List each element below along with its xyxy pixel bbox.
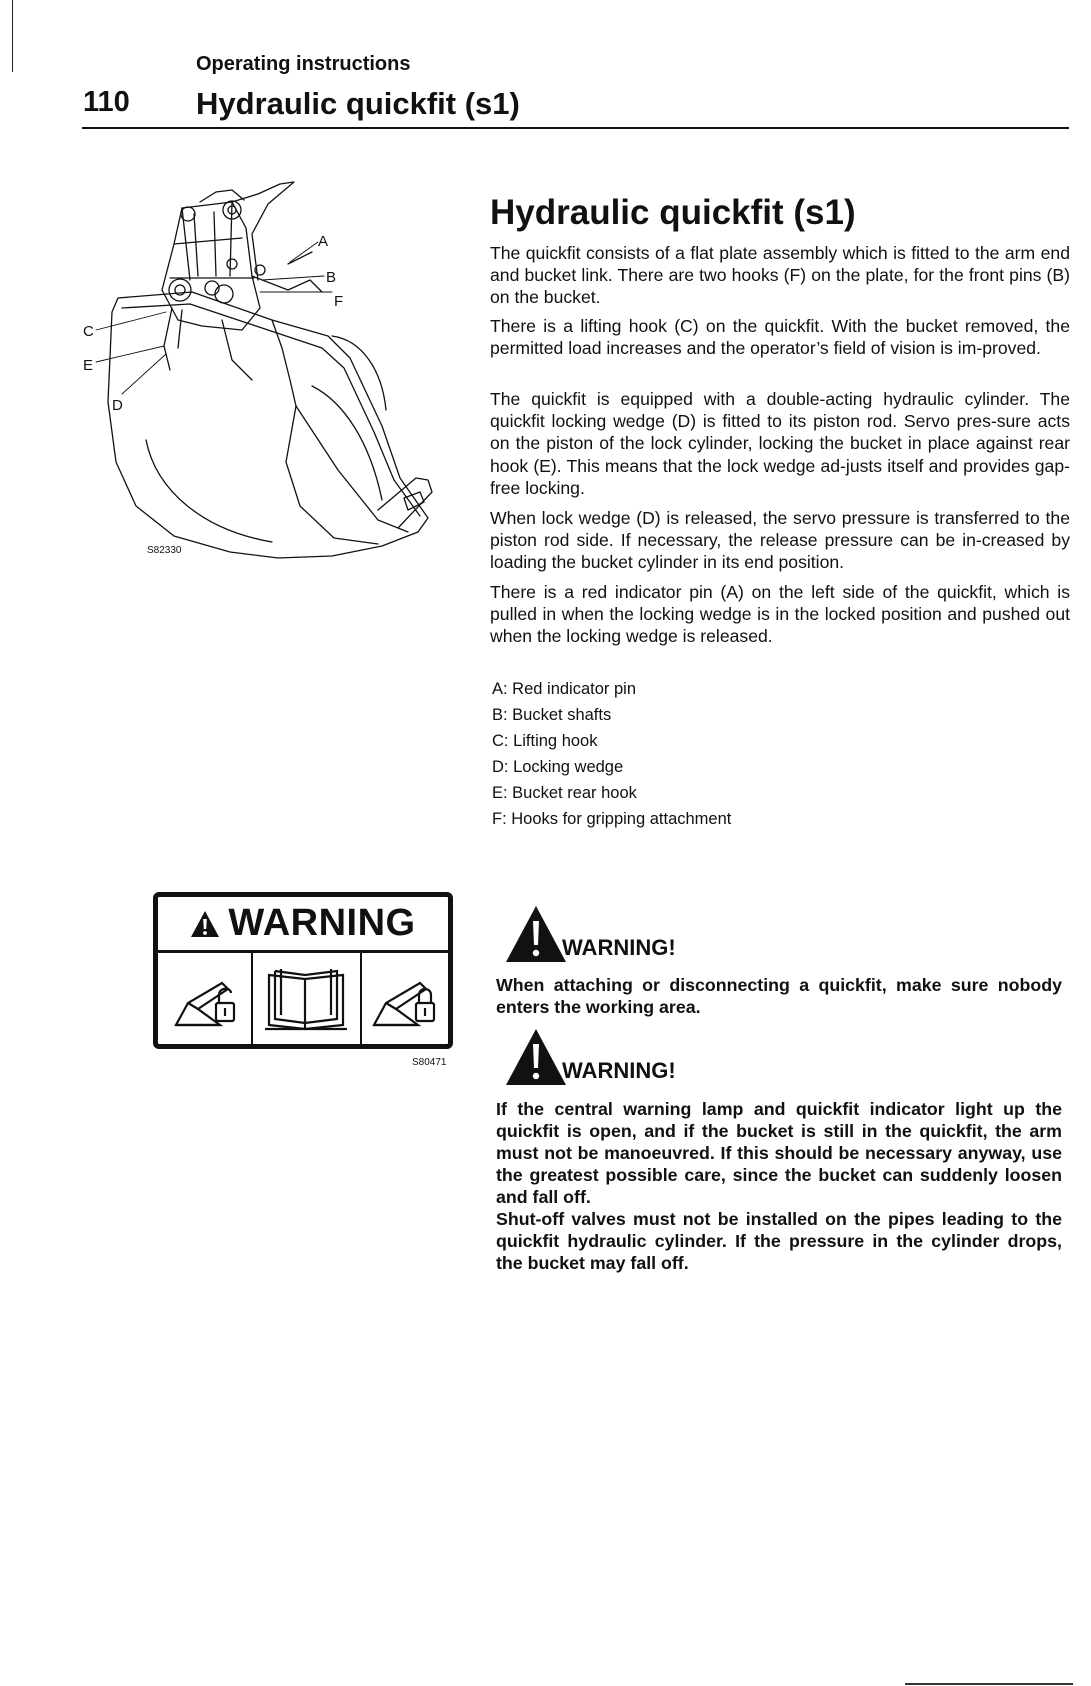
manual-book-icon: [253, 953, 360, 1044]
footer-rule: [905, 1683, 1073, 1685]
figure-label-d: D: [112, 397, 123, 414]
warning-2-heading: [500, 1028, 676, 1086]
legend-item: D: Locking wedge: [492, 758, 624, 776]
decal-cell-unlocked: [158, 953, 253, 1044]
decal-header: [158, 897, 448, 950]
legend-list: [492, 676, 731, 832]
warning-triangle-icon: [500, 1028, 568, 1086]
warning-1-text: When attaching or disconnecting a quickfit, make sure nobody enters the working area.: [496, 975, 1062, 1017]
figure-label-f: F: [334, 293, 344, 310]
callout-line-b: [262, 276, 324, 280]
header-rule: [82, 127, 1069, 129]
paragraph-2: There is a lifting hook (C) on the quickfit. With the bucket removed, the permitted load increases and the operator’s field of vision is im-proved.: [490, 316, 1070, 359]
legend-item: A: Red indicator pin: [492, 680, 636, 698]
bucket-outline: [108, 292, 428, 558]
warning-1-label: WARNING!: [562, 935, 676, 960]
quickfit-locked-icon: [362, 953, 448, 1044]
legend-item: B: Bucket shafts: [492, 706, 612, 724]
paragraph-4: When lock wedge (D) is released, the servo pressure is transferred to the piston rod side. If necessary, the release pressure can be in-creased by loading the bucket cylinder in its end position.: [490, 508, 1070, 573]
left-margin-rule: [12, 0, 13, 72]
figure-label-e: E: [83, 357, 94, 374]
legend-item: F: Hooks for gripping attachment: [492, 810, 732, 828]
callout-line-d: [122, 354, 166, 394]
paragraph-5: There is a red indicator pin (A) on the left side of the quickfit, which is pulled in when the locking wedge is in the locked position and pushed out when the locking wedge is released.: [490, 582, 1070, 647]
paragraph-3: The quickfit is equipped with a double-acting hydraulic cylinder. The quickfit locking wedge (D) is fitted to its piston rod. Servo pres-sure acts on the piston of the lock cylinder, locking the bucket in place against rear hook (E). This means that the lock wedge ad-justs itself and provides gap-free locking.: [490, 389, 1070, 498]
decal-cell-manual: [253, 953, 362, 1044]
header-title: Hydraulic quickfit (s1): [196, 86, 520, 121]
warning-decal: [153, 892, 453, 1049]
decal-header-text: WARNING: [228, 902, 416, 944]
callout-line-c: [96, 312, 166, 330]
warning-2-text-part-2: Shut-off valves must not be installed on the pipes leading to the quickfit hydraulic cylinder. If the pressure in the cylinder drops, the bucket may fall off.: [496, 1209, 1062, 1273]
legend-item: E: Bucket rear hook: [492, 784, 637, 802]
warning-2-text-part-1: If the central warning lamp and quickfit indicator light up the quickfit is open, and if the bucket is still in the quickfit, the arm must not be manoeuvred. If this should be necessary anyway, use the greatest possible care, since the bucket can suddenly loosen and fall off.: [496, 1099, 1062, 1207]
legend-item: C: Lifting hook: [492, 732, 598, 750]
figure-code: S82330: [147, 545, 182, 556]
warning-2-text: [496, 1098, 1062, 1274]
warning-1-heading: [500, 905, 676, 963]
section-label: Operating instructions: [196, 53, 411, 75]
decal-cell-locked: [362, 953, 448, 1044]
warning-triangle-icon: [500, 905, 568, 963]
callout-line-a: [290, 242, 318, 262]
figure-label-b: B: [326, 269, 337, 286]
quickfit-unlocked-icon: [158, 953, 251, 1044]
section-title: Hydraulic quickfit (s1): [490, 193, 856, 232]
quickfit-figure: [82, 180, 482, 600]
page-number: 110: [83, 86, 130, 118]
callout-line-e: [96, 346, 164, 362]
paragraph-1: The quickfit consists of a flat plate assembly which is fitted to the arm end and bucket link. There are two hooks (F) on the plate, for the front pins (B) on the bucket.: [490, 243, 1070, 308]
figure-label-c: C: [83, 323, 94, 340]
warning-2-label: WARNING!: [562, 1058, 676, 1083]
figure-label-a: A: [318, 233, 329, 250]
warning-triangle-icon: [190, 910, 220, 938]
decal-code: S80471: [412, 1057, 447, 1068]
